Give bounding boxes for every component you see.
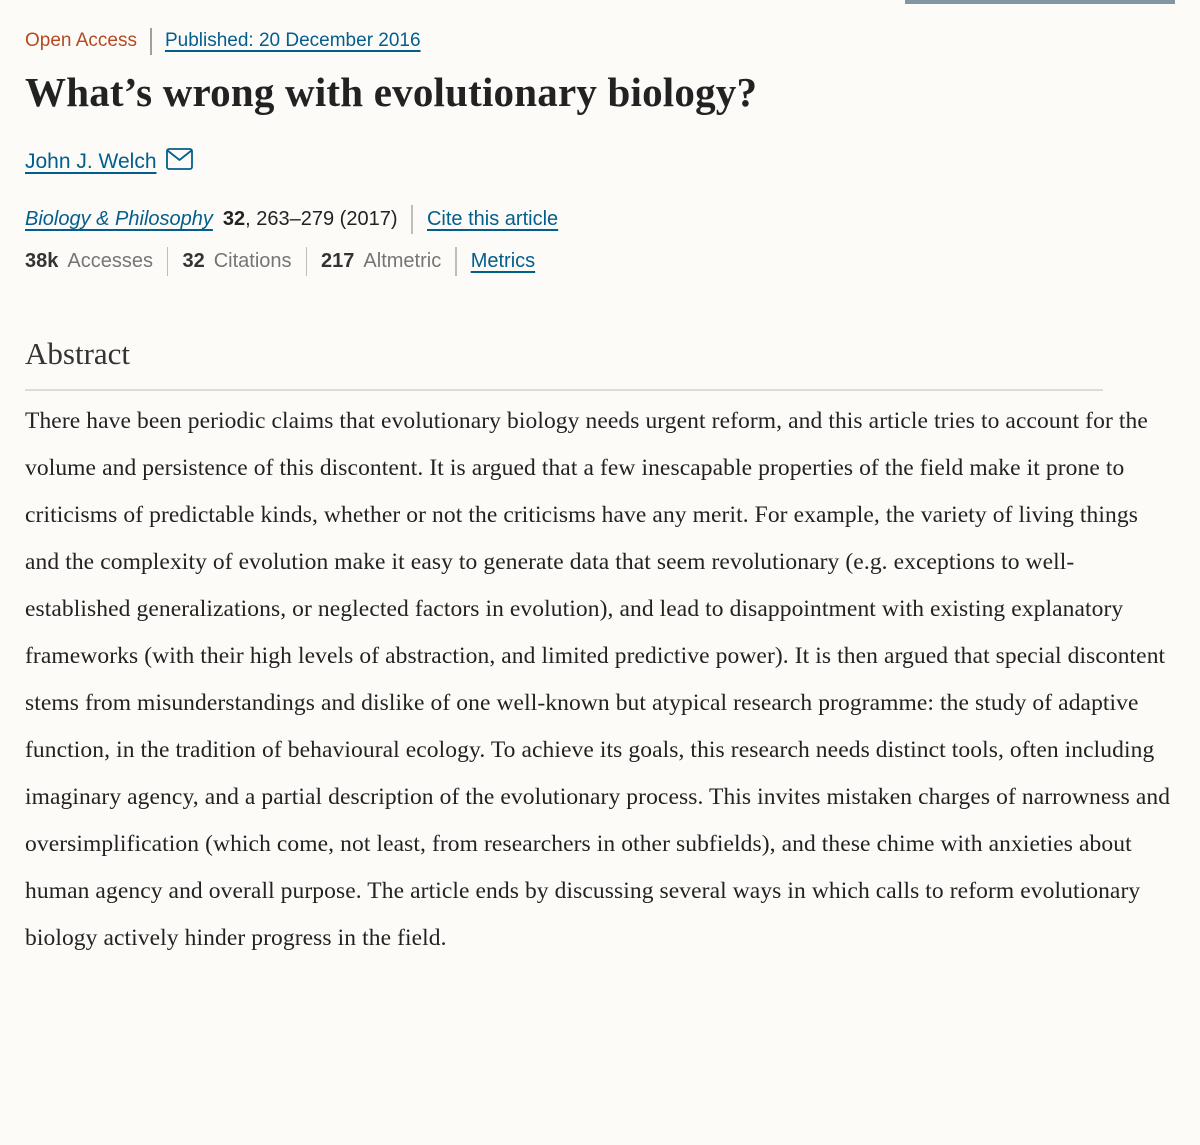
- accesses-metric: 38k Accesses: [25, 250, 153, 272]
- divider: [455, 247, 457, 276]
- cite-this-article-link[interactable]: Cite this article: [426, 208, 559, 230]
- envelope-icon[interactable]: [166, 148, 193, 170]
- altmetric-metric: 217 Altmetric: [321, 250, 442, 272]
- divider: [167, 247, 169, 276]
- metrics-link[interactable]: Metrics: [470, 250, 536, 272]
- citations-metric: 32 Citations: [182, 250, 292, 272]
- article-meta-row: [25, 27, 1175, 55]
- abstract-heading: Abstract: [25, 336, 131, 371]
- author-row: [25, 150, 1175, 174]
- abstract-section: [25, 336, 1175, 962]
- volume-number: 32: [222, 208, 246, 230]
- journal-link[interactable]: Biology & Philosophy: [25, 208, 213, 230]
- cropped-top-banner: [905, 0, 1175, 4]
- published-date-link[interactable]: Published: 20 December 2016: [164, 30, 421, 51]
- divider: [150, 28, 152, 55]
- author-link[interactable]: John J. Welch: [25, 150, 157, 173]
- pages-and-year: , 263–279 (2017): [245, 208, 398, 230]
- section-divider: [25, 389, 1103, 391]
- metrics-row: [25, 247, 1175, 276]
- article-title: What’s wrong with evolutionary biology?: [25, 69, 758, 115]
- open-access-label: Open Access: [25, 30, 137, 51]
- divider: [306, 247, 308, 276]
- citation-row: [25, 205, 1175, 234]
- abstract-text: There have been periodic claims that evolutionary biology needs urgent reform, and this article tries to account for the volume and persistence of this discontent. It is argued that a few inescapable properties of the field make it prone to criticisms of predictable kinds, whether or not the criticisms have any merit. For example, the variety of living things and the complexity of evolution make it easy to generate data that seem revolutionary (e.g. exceptions to well-established generalizations, or neglected factors in evolution), and lead to disappointment with existing explanatory frameworks (with their high levels of abstraction, and limited predictive power). It is then argued that special discontent stems from misunderstandings and dislike of one well-known but atypical research programme: the study of adaptive function, in the tradition of behavioural ecology. To achieve its goals, this research needs distinct tools, often including imaginary agency, and a partial description of the evolutionary process. This invites mistaken charges of narrowness and oversimplification (which come, not least, from researchers in other subfields), and these chime with anxieties about human agency and overall purpose. The article ends by discussing several ways in which calls to reform evolutionary biology actively hinder progress in the field.: [25, 408, 1171, 951]
- divider: [411, 205, 413, 234]
